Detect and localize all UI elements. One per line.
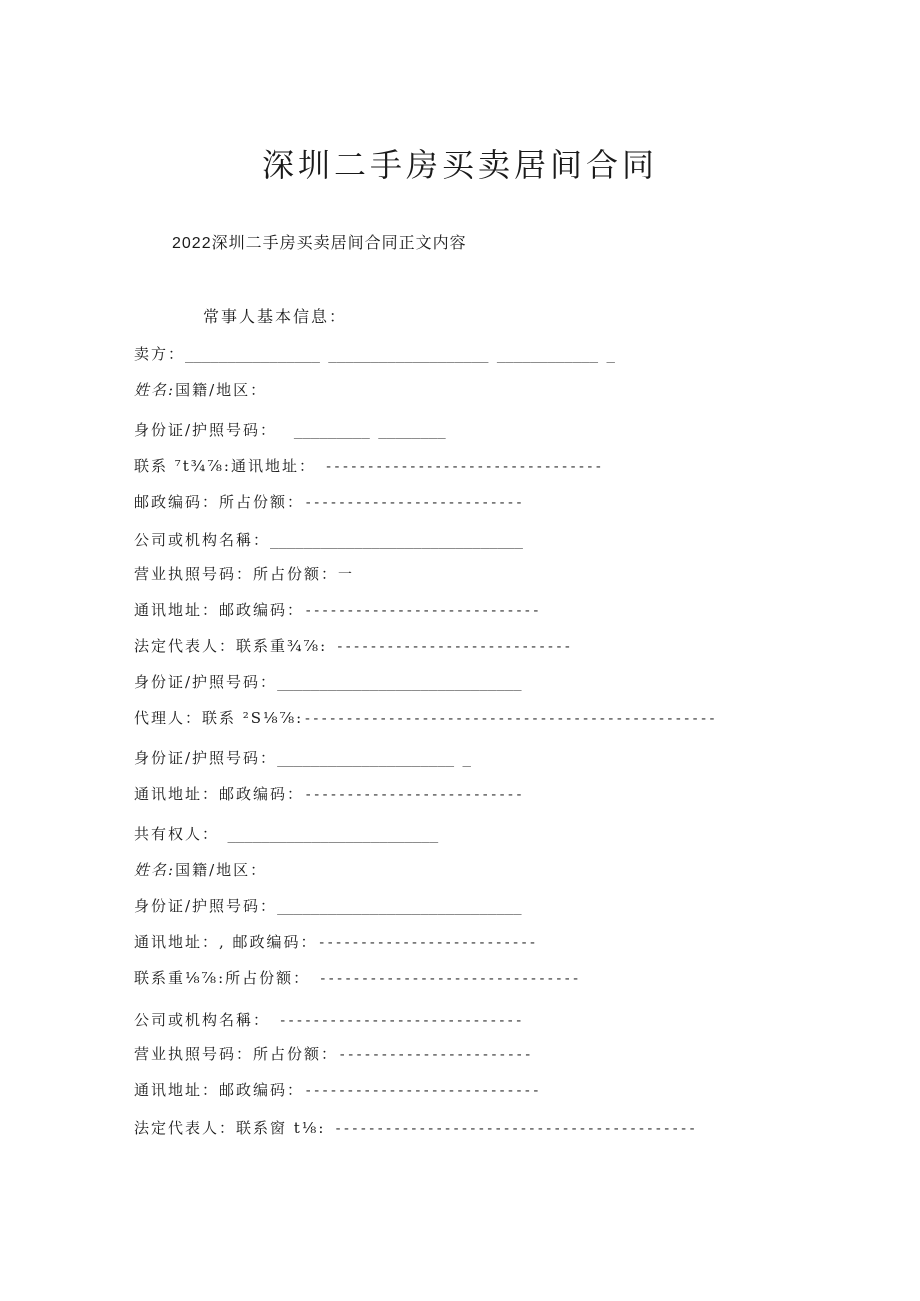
blank-fill-line: --------------------------------- — [315, 459, 603, 475]
blank-fill-line: -------------------------- — [317, 935, 537, 951]
blank-fill-line: ________________ ___________________ ____________ _ — [185, 347, 615, 363]
form-line — [134, 932, 537, 953]
field-label-italic: 姓名: — [134, 861, 176, 879]
field-label: 联系 ⁷t¾⅞:通讯地址： — [134, 457, 316, 475]
form-line — [134, 748, 471, 769]
blank-fill-line: ---------------------------- — [304, 603, 541, 619]
field-label: 联系重⅛⅞:所占份额： — [134, 969, 311, 987]
blank-fill-line: ---------------------------- — [304, 1083, 541, 1099]
blank-fill-line: _____________________________ — [277, 899, 522, 915]
blank-fill-line: ----------------------------- — [270, 1013, 523, 1029]
blank-fill-line: ------------------------------- — [310, 971, 580, 987]
blank-fill-line: -------------------------- — [304, 495, 524, 511]
blank-fill-line: 一 — [338, 567, 353, 583]
field-label: 通讯地址：邮政编码： — [134, 601, 305, 619]
field-label: 通讯地址：邮政编码： — [134, 785, 305, 803]
field-label: 卖方： — [134, 345, 186, 363]
blank-fill-line: _____________________ _ — [277, 751, 471, 767]
field-label: 邮政编码：所占份额： — [134, 493, 305, 511]
form-line — [134, 380, 267, 400]
blank-fill-line: _________ ________ — [277, 423, 446, 439]
form-line — [134, 708, 716, 729]
blank-fill-line: ----------------------- — [338, 1047, 532, 1063]
field-label: 公司或机构名稱： — [134, 531, 271, 549]
field-label: 法定代表人：联系窗 t⅛: — [134, 1119, 326, 1137]
form-line — [134, 1010, 523, 1031]
blank-fill-line: -------------------------- — [304, 787, 524, 803]
field-label: 营业执照号码：所占份额： — [134, 565, 339, 583]
blank-fill-line: ---------------------------- — [327, 639, 572, 655]
form-line — [134, 1080, 540, 1101]
field-label: 营业执照号码：所占份额： — [134, 1045, 339, 1063]
form-line — [134, 1118, 696, 1139]
blank-fill-line: ------------------------------------------- — [325, 1121, 697, 1137]
blank-fill-line: _________________________ — [219, 827, 439, 843]
form-line — [134, 564, 352, 585]
field-label: 共有权人： — [134, 825, 220, 843]
document-subtitle: 2022深圳二手房买卖居间合同正文内容 — [172, 235, 467, 252]
form-line — [134, 600, 540, 621]
blank-fill-line: ------------------------------------------------- — [303, 711, 717, 727]
form-line — [134, 1044, 532, 1065]
form-line — [134, 420, 446, 441]
blank-fill-line: _____________________________ — [277, 675, 522, 691]
document-title: 深圳二手房买卖居间合同 — [261, 146, 658, 184]
field-label: 通讯地址：邮政编码： — [134, 1081, 305, 1099]
form-line — [134, 672, 522, 693]
field-label: 身份证/护照号码： — [134, 673, 278, 691]
field-label: 身份证/护照号码： — [134, 897, 278, 915]
form-line — [134, 896, 522, 917]
form-line — [134, 860, 267, 880]
field-label: 公司或机构名稱： — [134, 1011, 271, 1029]
form-line — [134, 824, 438, 845]
field-label: 法定代表人：联系重¾⅞: — [134, 637, 328, 655]
section-heading: 常事人基本信息： — [203, 307, 348, 326]
form-line — [134, 492, 523, 513]
form-line — [134, 636, 572, 657]
form-line — [134, 456, 603, 477]
field-label: 身份证/护照号码： — [134, 749, 278, 767]
field-label-italic: 姓名: — [134, 381, 176, 399]
field-label: 国籍/地区： — [175, 861, 268, 879]
field-label: 身份证/护照号码： — [134, 421, 278, 439]
blank-fill-line: ______________________________ — [270, 533, 523, 549]
form-line — [134, 530, 523, 551]
field-label: 通讯地址：, 邮政编码： — [134, 933, 318, 951]
form-line — [134, 344, 615, 365]
form-line — [134, 968, 580, 989]
field-label: 代理人：联系 ²S⅛⅞: — [134, 709, 304, 727]
field-label: 国籍/地区： — [175, 381, 268, 399]
form-line — [134, 784, 523, 805]
